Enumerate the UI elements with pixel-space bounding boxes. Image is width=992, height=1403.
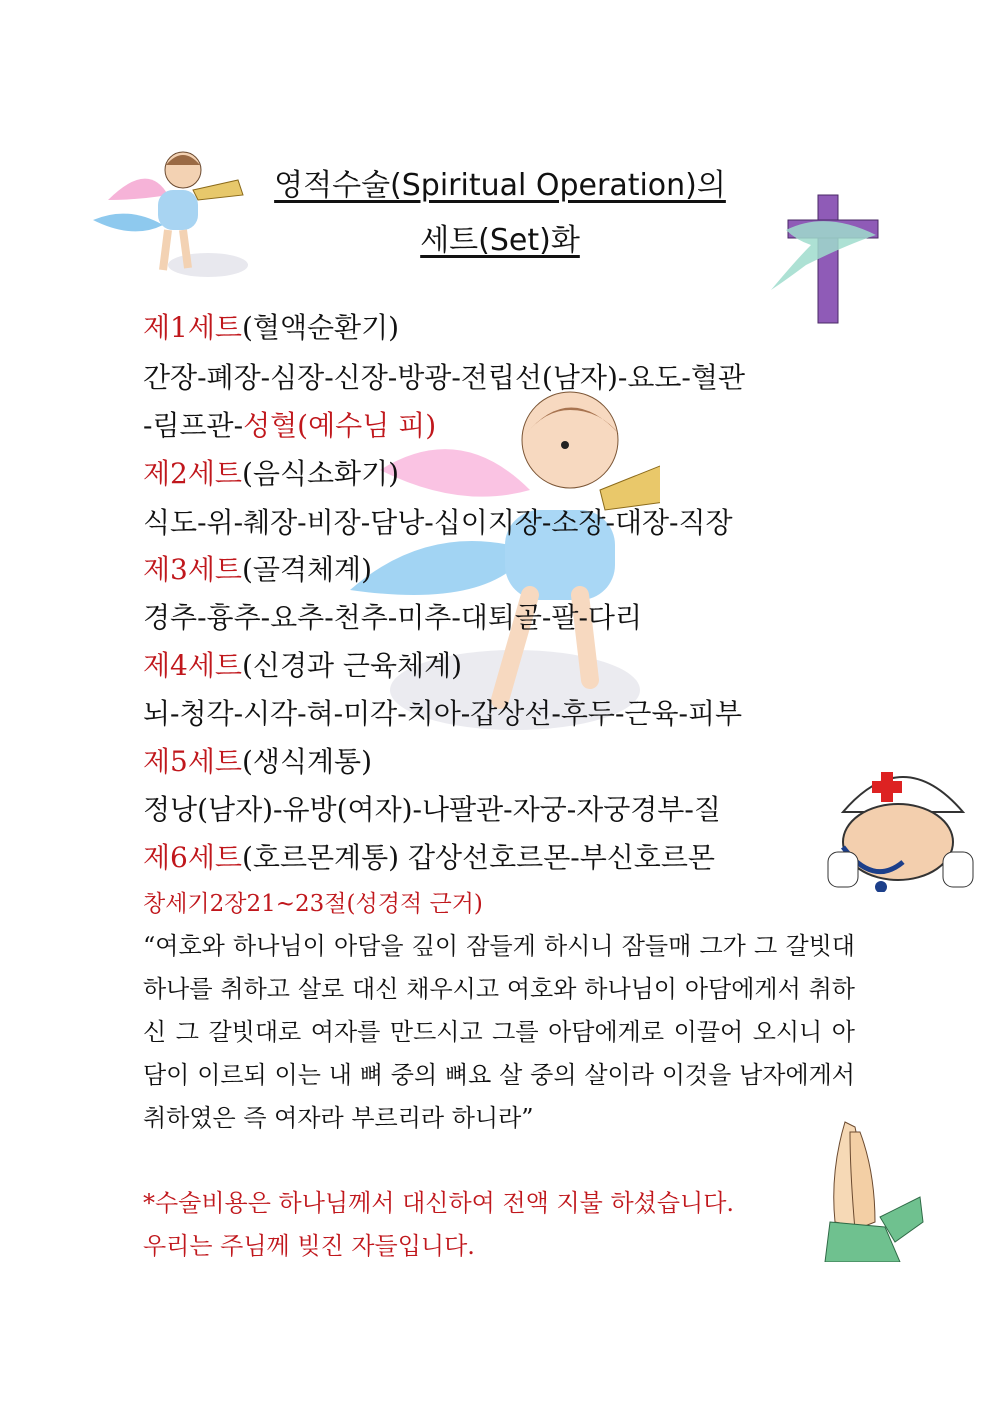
page-subtitle: 세트(Set)화: [420, 223, 580, 258]
set-label: 제3세트: [143, 553, 242, 586]
doctor-icon: [823, 752, 983, 892]
set-label: 제4세트: [143, 649, 242, 682]
set-detail-highlight: 성혈(예수님 피): [243, 409, 437, 442]
set-label: 제2세트: [143, 457, 242, 490]
set-name: (호르몬계통) 갑상선호르몬-부신호르몬: [241, 841, 715, 874]
set-name: (음식소화기): [241, 457, 400, 490]
set-detail: [143, 406, 436, 446]
set-label: 제6세트: [143, 841, 242, 874]
set-detail: 경추-흉추-요추-천추-미추-대퇴골-팔-다리: [143, 601, 642, 634]
set-name: (생식계통): [241, 745, 373, 778]
set-heading: [143, 742, 372, 782]
scripture-text: “여호와 하나님이 아담을 깊이 잠들게 하시니 잠들매 그가 그 갈빗대 하나를 취하고 살로 대신 채우시고 여호와 하나님이 아담에게서 취하신 그 갈빗대로 여자를 만드시고 그를 아담에게로 이끌어 오시니 아담이 이르되 이는 내 뼈 중의 뼈요 살 중의 살이라 이것을 남자에게서 취하였은 즉 여자라 부르리라 하니라”: [143, 932, 855, 1132]
set-heading: [143, 308, 399, 348]
set-name: (혈액순환기): [241, 311, 400, 344]
set-name: (신경과 근육체계): [241, 649, 463, 682]
set-name: (골격체계): [241, 553, 373, 586]
set-detail-prefix: -림프관-: [143, 409, 244, 442]
set-label: 제5세트: [143, 745, 242, 778]
set-label: 제1세트: [143, 311, 242, 344]
set-heading: [143, 646, 462, 686]
set-detail: 식도-위-췌장-비장-담낭-십이지장-소장-대장-직장: [143, 506, 733, 539]
set-detail: 정낭(남자)-유방(여자)-나팔관-자궁-자궁경부-질: [143, 793, 721, 826]
set-heading: [143, 550, 372, 590]
note-debt: 우리는 주님께 빚진 자들입니다.: [143, 1232, 475, 1260]
page-title: 영적수술(Spiritual Operation)의: [274, 168, 726, 203]
set-detail: 뇌-청각-시각-혀-미각-치아-갑상선-후두-근육-피부: [143, 697, 743, 730]
set-heading: [143, 838, 715, 878]
scripture-reference: 창세기2장21~23절(성경적 근거): [143, 891, 483, 917]
note-cost: *수술비용은 하나님께서 대신하여 전액 지불 하셨습니다.: [143, 1189, 735, 1217]
set-heading: [143, 454, 399, 494]
set-detail: 간장-폐장-심장-신장-방광-전립선(남자)-요도-혈관: [143, 361, 745, 394]
